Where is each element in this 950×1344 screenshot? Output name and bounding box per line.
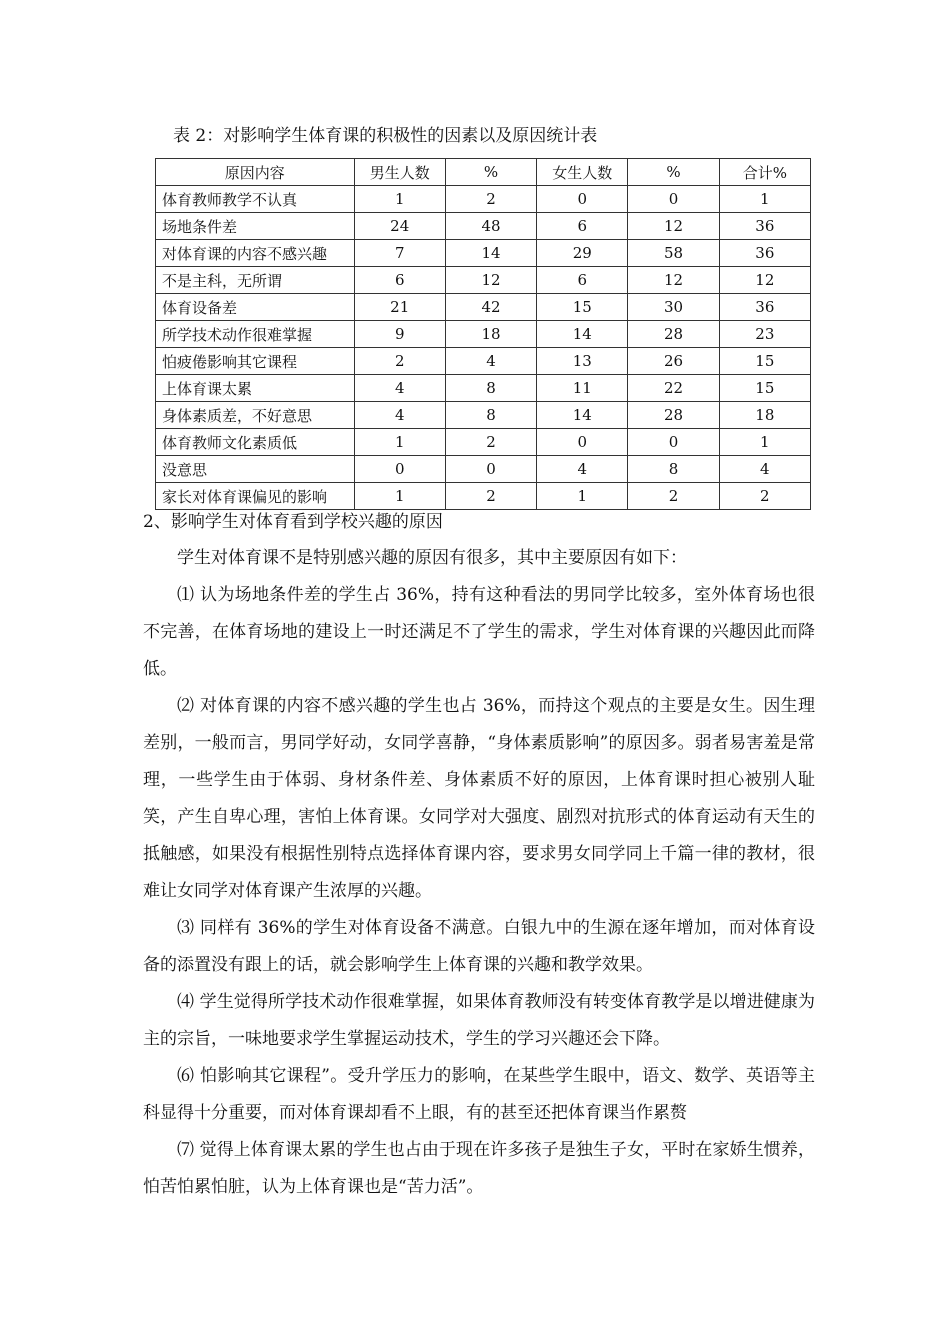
total-percent-cell: 36 <box>719 213 810 240</box>
male-percent-cell: 8 <box>445 402 536 429</box>
section-heading: 2、影响学生对体育看到学校兴趣的原因 <box>143 512 443 532</box>
male-percent-cell: 8 <box>445 375 536 402</box>
reason-cell: 没意思 <box>156 456 355 483</box>
male-percent-cell: 42 <box>445 294 536 321</box>
reason-cell: 场地条件差 <box>156 213 355 240</box>
total-percent-cell: 1 <box>719 186 810 213</box>
header-female-count: 女生人数 <box>537 159 628 186</box>
paragraph-reason-2: ⑵ 对体育课的内容不感兴趣的学生也占 36%，而持这个观点的主要是女生。因生理差别，一般而言，男同学好动，女同学喜静，“身体素质影响”的原因多。弱者易害羞是常理，一些学生由于体弱、身材条件差、身体素质不好的原因，上体育课时担心被别人耻笑，产生自卑心理，害怕上体育课。女同学对大强度、剧烈对抗形式的体育运动有天生的抵触感，如果没有根据性别特点选择体育课内容，要求男女同学同上千篇一律的教材，很难让女同学对体育课产生浓厚的兴趣。 <box>143 696 815 901</box>
body-text <box>143 540 815 1206</box>
male-count-cell: 24 <box>354 213 445 240</box>
female-percent-cell: 0 <box>628 186 719 213</box>
table-row <box>156 267 811 294</box>
female-percent-cell: 12 <box>628 213 719 240</box>
paragraph-reason-3: ⑶ 同样有 36%的学生对体育设备不满意。白银九中的生源在逐年增加，而对体育设备的添置没有跟上的话，就会影响学生上体育课的兴趣和教学效果。 <box>143 918 815 975</box>
header-total-percent: 合计% <box>719 159 810 186</box>
female-percent-cell: 26 <box>628 348 719 375</box>
female-percent-cell: 8 <box>628 456 719 483</box>
female-count-cell: 14 <box>537 402 628 429</box>
paragraph-reason-7: ⑺ 觉得上体育课太累的学生也占由于现在许多孩子是独生子女，平时在家娇生惯养，怕苦怕累怕脏，认为上体育课也是“苦力活”。 <box>143 1140 815 1197</box>
header-female-percent: % <box>628 159 719 186</box>
paragraph-intro: 学生对体育课不是特别感兴趣的原因有很多，其中主要原因有如下： <box>177 548 687 568</box>
total-percent-cell: 18 <box>719 402 810 429</box>
female-count-cell: 14 <box>537 321 628 348</box>
female-percent-cell: 0 <box>628 429 719 456</box>
female-percent-cell: 12 <box>628 267 719 294</box>
reason-cell: 所学技术动作很难掌握 <box>156 321 355 348</box>
female-percent-cell: 58 <box>628 240 719 267</box>
male-count-cell: 1 <box>354 483 445 510</box>
total-percent-cell: 15 <box>719 348 810 375</box>
table-caption: 表 2：对影响学生体育课的积极性的因素以及原因统计表 <box>173 126 598 146</box>
female-count-cell: 0 <box>537 186 628 213</box>
table-row <box>156 456 811 483</box>
table-row <box>156 348 811 375</box>
total-percent-cell: 23 <box>719 321 810 348</box>
reason-cell: 体育教师教学不认真 <box>156 186 355 213</box>
reason-cell: 对体育课的内容不感兴趣 <box>156 240 355 267</box>
table-header-row <box>156 159 811 186</box>
table-row <box>156 375 811 402</box>
total-percent-cell: 12 <box>719 267 810 294</box>
reason-cell: 上体育课太累 <box>156 375 355 402</box>
female-count-cell: 4 <box>537 456 628 483</box>
male-count-cell: 6 <box>354 267 445 294</box>
statistics-table <box>155 158 811 510</box>
paragraph-reason-1: ⑴ 认为场地条件差的学生占 36%，持有这种看法的男同学比较多，室外体育场也很不完善，在体育场地的建设上一时还满足不了学生的需求，学生对体育课的兴趣因此而降低。 <box>143 585 815 679</box>
female-count-cell: 29 <box>537 240 628 267</box>
total-percent-cell: 1 <box>719 429 810 456</box>
total-percent-cell: 4 <box>719 456 810 483</box>
reason-cell: 身体素质差，不好意思 <box>156 402 355 429</box>
male-count-cell: 7 <box>354 240 445 267</box>
header-male-count: 男生人数 <box>354 159 445 186</box>
male-count-cell: 21 <box>354 294 445 321</box>
female-percent-cell: 30 <box>628 294 719 321</box>
male-count-cell: 1 <box>354 186 445 213</box>
female-count-cell: 15 <box>537 294 628 321</box>
total-percent-cell: 36 <box>719 240 810 267</box>
male-count-cell: 9 <box>354 321 445 348</box>
female-count-cell: 0 <box>537 429 628 456</box>
table-row <box>156 213 811 240</box>
total-percent-cell: 2 <box>719 483 810 510</box>
male-percent-cell: 4 <box>445 348 536 375</box>
male-percent-cell: 0 <box>445 456 536 483</box>
header-reason: 原因内容 <box>156 159 355 186</box>
male-percent-cell: 48 <box>445 213 536 240</box>
male-percent-cell: 12 <box>445 267 536 294</box>
reason-cell: 怕疲倦影响其它课程 <box>156 348 355 375</box>
male-percent-cell: 2 <box>445 429 536 456</box>
female-percent-cell: 28 <box>628 321 719 348</box>
paragraph-reason-6: ⑹ 怕影响其它课程”。受升学压力的影响，在某些学生眼中，语文、数学、英语等主科显得十分重要，而对体育课却看不上眼，有的甚至还把体育课当作累赘 <box>143 1066 815 1123</box>
male-percent-cell: 2 <box>445 186 536 213</box>
table-row <box>156 186 811 213</box>
female-count-cell: 6 <box>537 267 628 294</box>
table-row <box>156 240 811 267</box>
male-percent-cell: 2 <box>445 483 536 510</box>
reason-cell: 家长对体育课偏见的影响 <box>156 483 355 510</box>
table-row <box>156 402 811 429</box>
table-row <box>156 483 811 510</box>
female-count-cell: 13 <box>537 348 628 375</box>
female-percent-cell: 22 <box>628 375 719 402</box>
reason-cell: 不是主科，无所谓 <box>156 267 355 294</box>
male-count-cell: 4 <box>354 402 445 429</box>
female-count-cell: 1 <box>537 483 628 510</box>
reason-cell: 体育教师文化素质低 <box>156 429 355 456</box>
table-row <box>156 429 811 456</box>
female-percent-cell: 2 <box>628 483 719 510</box>
male-count-cell: 1 <box>354 429 445 456</box>
male-count-cell: 0 <box>354 456 445 483</box>
female-count-cell: 11 <box>537 375 628 402</box>
paragraph-reason-4: ⑷ 学生觉得所学技术动作很难掌握，如果体育教师没有转变体育教学是以增进健康为主的宗旨，一味地要求学生掌握运动技术，学生的学习兴趣还会下降。 <box>143 992 815 1049</box>
total-percent-cell: 15 <box>719 375 810 402</box>
table-row <box>156 294 811 321</box>
total-percent-cell: 36 <box>719 294 810 321</box>
female-percent-cell: 28 <box>628 402 719 429</box>
header-male-percent: % <box>445 159 536 186</box>
male-percent-cell: 14 <box>445 240 536 267</box>
male-count-cell: 2 <box>354 348 445 375</box>
male-percent-cell: 18 <box>445 321 536 348</box>
female-count-cell: 6 <box>537 213 628 240</box>
reason-cell: 体育设备差 <box>156 294 355 321</box>
table-row <box>156 321 811 348</box>
male-count-cell: 4 <box>354 375 445 402</box>
